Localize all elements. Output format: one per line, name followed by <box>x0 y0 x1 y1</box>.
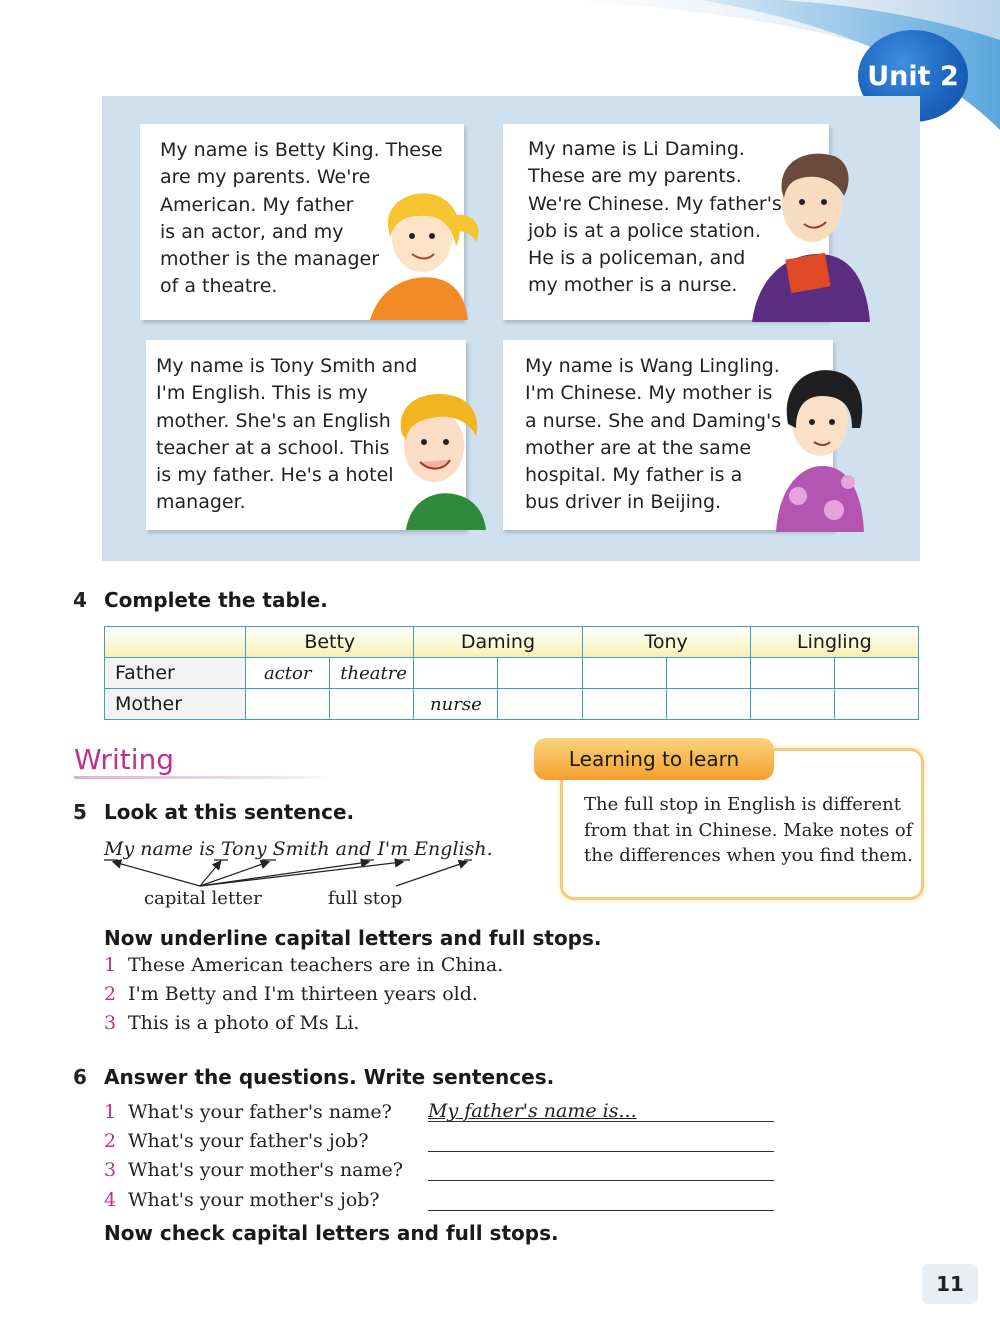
card-line: mother. She's an English <box>156 409 391 432</box>
item-text: I'm Betty and I'm thirteen years old. <box>128 983 478 1005</box>
table-row <box>105 689 919 720</box>
writing-heading: Writing <box>74 743 174 776</box>
example-answer: My father's name is... <box>428 1100 637 1122</box>
exercise-5-list <box>104 954 604 1044</box>
item-number: 2 <box>104 983 117 1005</box>
card-line: hospital. My father is a <box>525 464 743 487</box>
card-line: My name is Tony Smith and <box>156 355 418 377</box>
exercise-5-instruction: Now underline capital letters and full stops. <box>104 926 602 950</box>
table-cell[interactable] <box>666 658 750 689</box>
answer-line-2[interactable] <box>428 1150 774 1152</box>
card-line: My name is Wang Lingling. <box>525 355 780 377</box>
card-line: my mother is a nurse. <box>528 274 738 297</box>
arrow-i <box>200 862 368 886</box>
table-cell[interactable] <box>750 689 834 720</box>
exercise-6-footer: Now check capital letters and full stops. <box>104 1221 559 1245</box>
table-cell[interactable] <box>834 689 918 720</box>
exercise-4-number: 4 <box>73 588 87 612</box>
learning-to-learn-tab <box>534 738 774 780</box>
page-number: 11 <box>936 1272 964 1296</box>
lingling-portrait <box>772 362 868 532</box>
table-cell[interactable] <box>498 658 582 689</box>
question-text: What's your mother's job? <box>128 1189 380 1211</box>
arrow-stop <box>396 862 466 886</box>
item-text: These American teachers are in China. <box>128 954 504 976</box>
exercise-6-questions <box>104 1101 424 1221</box>
card-lingling-text <box>525 353 781 517</box>
answer-line-4[interactable] <box>428 1209 774 1211</box>
table-header-row <box>105 627 919 658</box>
question-number: 3 <box>104 1159 117 1181</box>
question-number: 4 <box>104 1189 117 1211</box>
tip-line: the differences when you find them. <box>584 845 913 866</box>
arrow-m <box>114 862 200 886</box>
card-line: I'm English. This is my <box>156 382 368 405</box>
betty-portrait <box>360 186 490 320</box>
row-label-father: Father <box>105 658 246 689</box>
label-full-stop: full stop <box>328 888 403 909</box>
card-tony-text <box>156 353 417 517</box>
table-header-tony: Tony <box>582 627 750 658</box>
table-header-betty: Betty <box>246 627 414 658</box>
card-line: a nurse. She and Daming's <box>525 409 782 432</box>
question-text: What's your mother's name? <box>128 1159 403 1181</box>
writing-underline <box>74 776 329 779</box>
card-daming-text <box>528 136 782 300</box>
table-cell[interactable] <box>666 689 750 720</box>
question-text: What's your father's job? <box>128 1130 369 1152</box>
table-cell[interactable] <box>246 689 330 720</box>
table-cell[interactable]: nurse <box>414 689 498 720</box>
question-number: 1 <box>104 1101 117 1123</box>
label-capital-letter: capital letter <box>144 888 262 909</box>
card-line: manager. <box>156 491 246 514</box>
card-line: of a theatre. <box>160 275 278 298</box>
card-line: My name is Betty King. These <box>160 139 443 161</box>
card-line: bus driver in Beijing. <box>525 491 722 514</box>
item-text: This is a photo of Ms Li. <box>128 1012 360 1034</box>
learning-to-learn-title: Learning to learn <box>568 747 740 771</box>
table-cell[interactable] <box>582 689 666 720</box>
card-line: mother are at the same <box>525 436 752 459</box>
exercise-5-number: 5 <box>73 800 87 824</box>
card-line: is an actor, and my <box>160 220 344 243</box>
table-cell[interactable] <box>582 658 666 689</box>
tip-line: from that in Chinese. Make notes of <box>584 819 913 841</box>
daming-portrait <box>748 146 876 322</box>
exercise-6-number: 6 <box>73 1065 87 1089</box>
card-line: teacher at a school. This <box>156 436 390 459</box>
table-cell[interactable] <box>414 658 498 689</box>
tip-line: The full stop in English is different <box>584 794 901 815</box>
table-header-daming: Daming <box>414 627 582 658</box>
card-line: job is at a police station. <box>528 219 761 242</box>
answer-line-1[interactable] <box>428 1120 774 1122</box>
card-line: He is a policeman, and <box>528 247 746 270</box>
card-line: is my father. He's a hotel <box>156 464 394 487</box>
card-line: American. My father <box>160 193 354 216</box>
exercise-5-title: Look at this sentence. <box>104 800 355 824</box>
table-row <box>105 658 919 689</box>
tony-portrait <box>384 390 488 530</box>
card-line: We're Chinese. My father's <box>528 192 782 215</box>
card-line: I'm Chinese. My mother is <box>525 382 773 405</box>
exercise-6-title: Answer the questions. Write sentences. <box>104 1065 555 1089</box>
exercise-4-title: Complete the table. <box>104 588 328 612</box>
page-number-badge <box>922 1264 978 1304</box>
table-cell[interactable] <box>834 658 918 689</box>
unit-label: Unit 2 <box>867 60 959 92</box>
question-number: 2 <box>104 1130 117 1152</box>
example-sentence-diagram <box>96 832 516 912</box>
row-label-mother: Mother <box>105 689 246 720</box>
question-text: What's your father's name? <box>128 1101 392 1123</box>
table-cell[interactable] <box>330 689 414 720</box>
answer-line-3[interactable] <box>428 1179 774 1181</box>
table-cell[interactable]: theatre <box>330 658 414 689</box>
item-number: 3 <box>104 1012 117 1034</box>
table-cell[interactable] <box>498 689 582 720</box>
card-line: These are my parents. <box>528 165 742 188</box>
completion-table <box>104 626 919 720</box>
item-number: 1 <box>104 954 117 976</box>
table-cell[interactable]: actor <box>246 658 330 689</box>
card-line: mother is the manager <box>160 248 380 271</box>
arrow-e <box>200 862 402 886</box>
learning-to-learn-text <box>584 792 913 869</box>
example-sentence: My name is Tony Smith and I'm English. <box>104 838 493 860</box>
table-cell[interactable] <box>750 658 834 689</box>
table-corner <box>105 627 246 658</box>
card-line: My name is Li Daming. <box>528 138 745 160</box>
table-header-lingling: Lingling <box>750 627 918 658</box>
card-line: are my parents. We're <box>160 166 371 189</box>
